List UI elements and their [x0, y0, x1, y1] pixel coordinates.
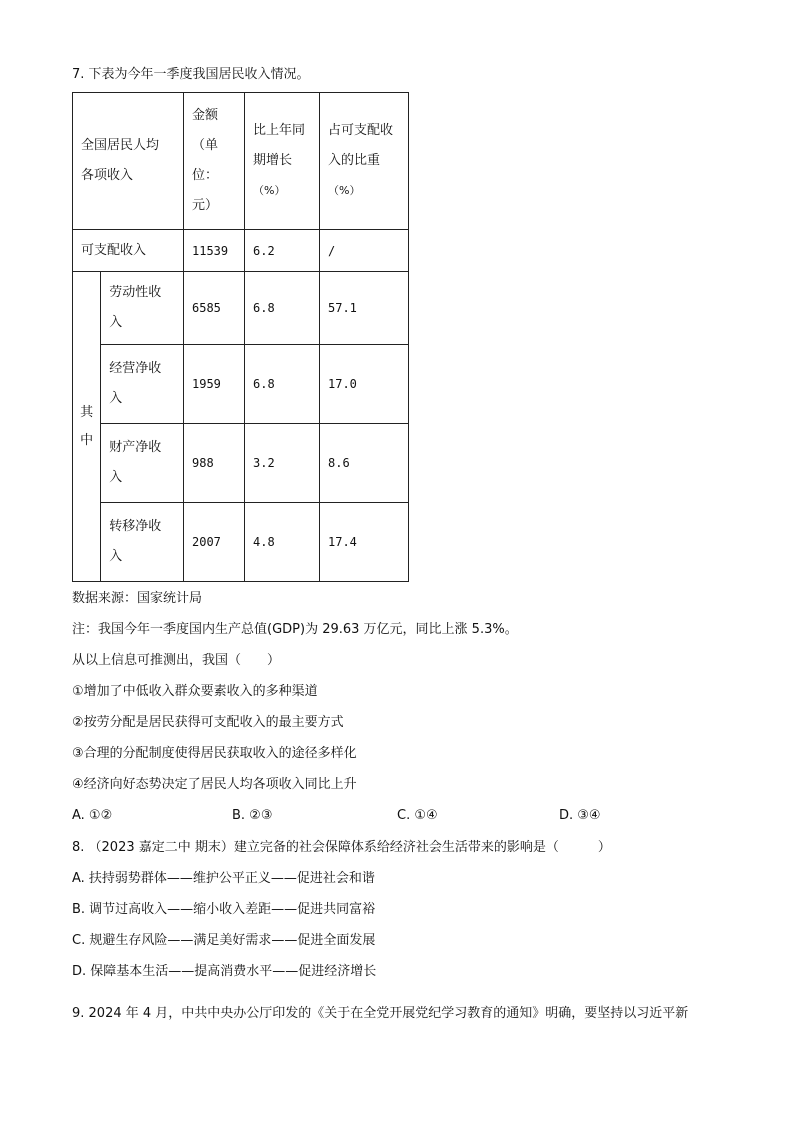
income-table [72, 92, 409, 582]
q7-option-c[interactable]: C. ①④ [397, 808, 438, 823]
row-growth: 3.2 [245, 424, 320, 503]
q8-option-b[interactable]: B. 调节过高收入——缩小收入差距——促进共同富裕 [72, 902, 376, 917]
row-label: 经营净收 入 [101, 345, 184, 424]
row-growth: 6.8 [245, 345, 320, 424]
row-amount: 2007 [184, 503, 245, 582]
row-amount: 988 [184, 424, 245, 503]
q7-option-b[interactable]: B. ②③ [232, 808, 273, 823]
q7-question: 从以上信息可推测出，我国（ ） [72, 653, 281, 668]
row-label: 转移净收 入 [101, 503, 184, 582]
header-amount: 金额 （单 位： 元） [184, 93, 245, 230]
data-source: 数据来源：国家统计局 [72, 591, 203, 606]
statement-1: ①增加了中低收入群众要素收入的多种渠道 [72, 684, 318, 699]
group-label: 其 中 [73, 272, 101, 582]
table-row-disposable [73, 230, 409, 272]
note: 注：我国今年一季度国内生产总值(GDP)为 29.63 万亿元，同比上涨 5.3%。 [72, 622, 518, 637]
q9-text: 9. 2024 年 4 月，中共中央办公厅印发的《关于在全党开展党纪学习教育的通知》明确，要坚持以习近平新 [72, 1006, 689, 1021]
row-amount: 6585 [184, 272, 245, 345]
disposable-share: / [320, 230, 409, 272]
q8-option-d[interactable]: D. 保障基本生活——提高消费水平——促进经济增长 [72, 964, 377, 979]
row-label: 劳动性收 入 [101, 272, 184, 345]
row-share: 17.4 [320, 503, 409, 582]
q8-question: 8. （2023 嘉定二中 期末）建立完备的社会保障体系给经济社会生活带来的影响是（ ） [72, 840, 611, 855]
q7-option-d[interactable]: D. ③④ [559, 808, 601, 823]
statement-4: ④经济向好态势决定了居民人均各项收入同比上升 [72, 777, 357, 792]
row-amount: 1959 [184, 345, 245, 424]
statement-3: ③合理的分配制度使得居民获取收入的途径多样化 [72, 746, 357, 761]
row-growth: 6.8 [245, 272, 320, 345]
q7-option-a[interactable]: A. ①② [72, 808, 113, 823]
table-row [73, 345, 409, 424]
disposable-label: 可支配收入 [73, 230, 184, 272]
row-label: 财产净收 入 [101, 424, 184, 503]
row-growth: 4.8 [245, 503, 320, 582]
row-share: 57.1 [320, 272, 409, 345]
table-header-row [73, 93, 409, 230]
row-share: 17.0 [320, 345, 409, 424]
header-item: 全国居民人均 各项收入 [73, 93, 184, 230]
table-row [73, 272, 409, 345]
table-row [73, 424, 409, 503]
q8-option-a[interactable]: A. 扶持弱势群体——维护公平正义——促进社会和谐 [72, 871, 375, 886]
disposable-amount: 11539 [184, 230, 245, 272]
header-share: 占可支配收 入的比重 （%） [320, 93, 409, 230]
q8-option-c[interactable]: C. 规避生存风险——满足美好需求——促进全面发展 [72, 933, 376, 948]
disposable-growth: 6.2 [245, 230, 320, 272]
table-row [73, 503, 409, 582]
q7-intro: 7. 下表为今年一季度我国居民收入情况。 [72, 67, 310, 82]
row-share: 8.6 [320, 424, 409, 503]
statement-2: ②按劳分配是居民获得可支配收入的最主要方式 [72, 715, 344, 730]
header-growth: 比上年同 期增长 （%） [245, 93, 320, 230]
